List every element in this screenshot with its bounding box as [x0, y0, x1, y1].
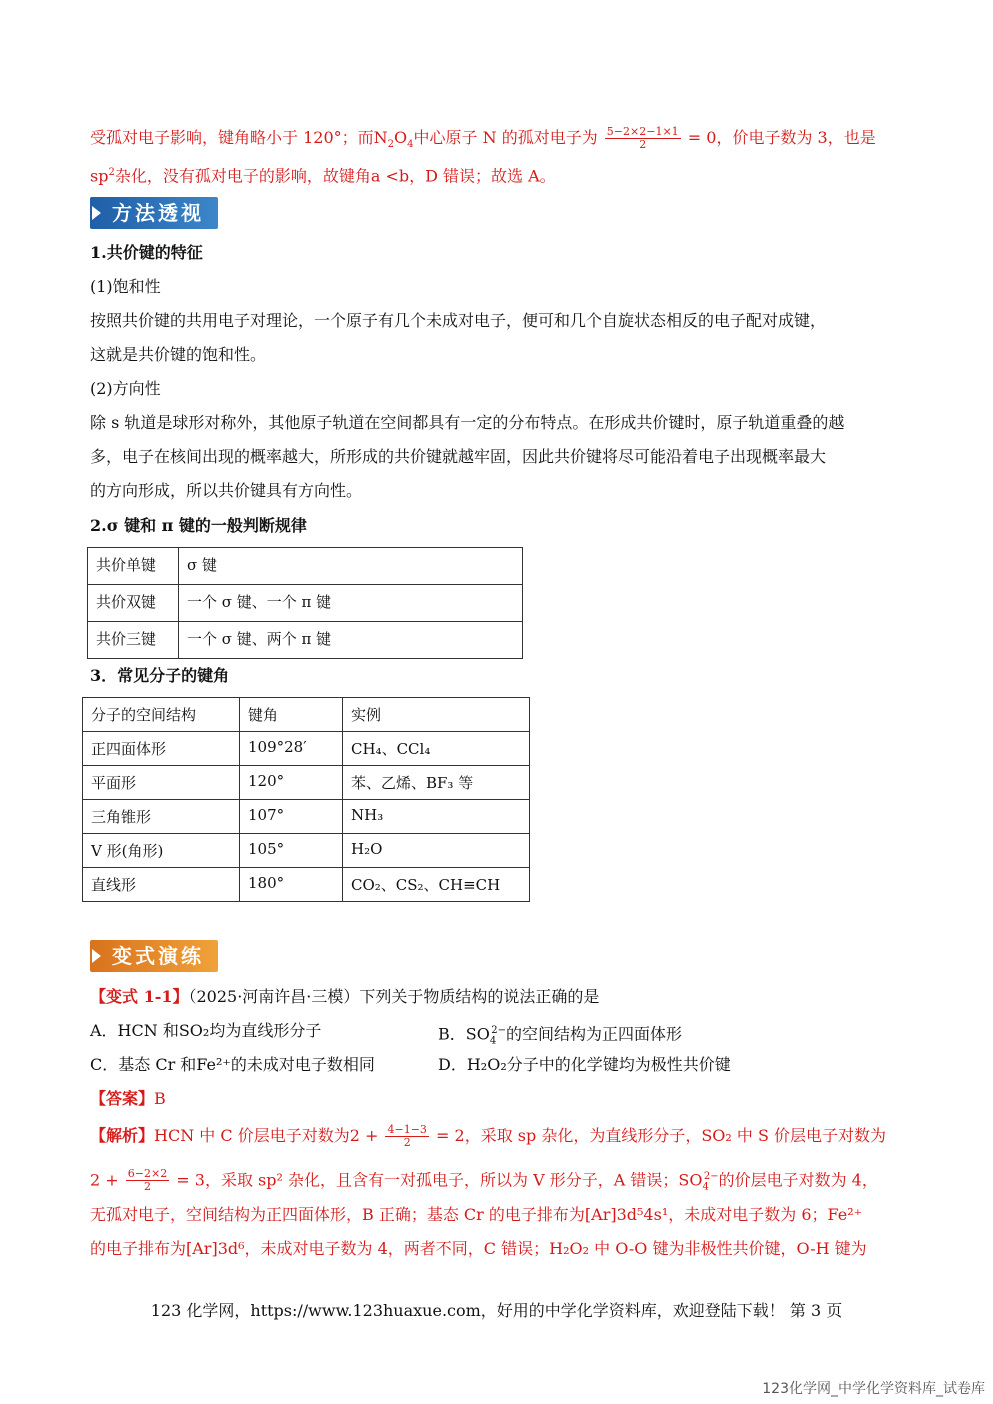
- analysis-text: 的价层电子对数为 4，: [718, 1170, 878, 1190]
- answer-tag: 【答案】: [90, 1089, 155, 1108]
- sec2-title: 2.σ 键和 π 键的一般判断规律: [90, 516, 307, 535]
- table-row: [83, 868, 530, 902]
- table-cell: NH₃: [343, 800, 530, 834]
- site-watermark: 123化学网_中学化学资料库_试卷库: [762, 1381, 985, 1397]
- table-cell: V 形(角形): [83, 834, 240, 868]
- table-cell: 180°: [240, 868, 343, 902]
- table-row: [88, 622, 523, 659]
- table-cell: 三角锥形: [83, 800, 240, 834]
- analysis-fraction-1: $\frac{4-1-3}{2}$: [387, 1123, 427, 1149]
- table-row: [83, 766, 530, 800]
- analysis-line-1: [90, 1124, 886, 1149]
- table-row: [83, 834, 530, 868]
- table-cell: 苯、乙烯、BF₃ 等: [343, 766, 530, 800]
- table-row: [88, 548, 523, 585]
- table-cell: 共价单键: [88, 548, 179, 585]
- option-b: B．$SO_4^{2-}$的空间结构为正四面体形: [438, 1024, 682, 1047]
- analysis-text: = 3，采取 sp² 杂化，且含有一对孤电子，所以为 V 形分子，A 错误；SO: [176, 1170, 703, 1190]
- option-a: A．HCN 和SO₂均为直线形分子: [90, 1021, 322, 1040]
- analysis-line-3: 无孤对电子，空间结构为正四面体形，B 正确；基态 Cr 的电子排布为[Ar]3d⁵4s¹，未成对电子数为 6；Fe²⁺: [90, 1205, 863, 1224]
- analysis-tag: 【解析】: [90, 1126, 155, 1145]
- table-cell: σ 键: [179, 548, 523, 585]
- table-cell: H₂O: [343, 834, 530, 868]
- intro-line-2: $sp^2$杂化，没有孤对电子的影响，故键角a <b，D 错误；故选 A。: [90, 166, 556, 186]
- bond-angle-table: [82, 697, 530, 902]
- option-c: C．基态 Cr 和Fe²⁺的未成对电子数相同: [90, 1055, 375, 1074]
- table-cell: 一个 σ 键、一个 π 键: [179, 585, 523, 622]
- question-tag: 【变式 1-1】: [90, 987, 189, 1006]
- table-row: [83, 698, 530, 732]
- table-cell: 120°: [240, 766, 343, 800]
- question-stem-line: [90, 986, 599, 1008]
- analysis-fraction-2: $\frac{6-2\times 2}{2}$: [127, 1167, 168, 1194]
- table-row: [83, 800, 530, 834]
- analysis-text: 2 +: [90, 1170, 119, 1190]
- table-header-cell: 分子的空间结构: [83, 698, 240, 732]
- table-cell: 直线形: [83, 868, 240, 902]
- analysis-line-2: 2 + $\frac{6-2\times 2}{2}$ = 3，采取 sp² 杂化，且含有一对孤电子，所以为 V 形分子，A 错误；$SO_4^{2-}$的价层电子对数为 4，: [90, 1167, 878, 1194]
- option-b-prefix: B．SO: [438, 1024, 490, 1044]
- question-stem: （2025·河南许昌·三模）下列关于物质结构的说法正确的是: [188, 987, 600, 1006]
- table-row: [88, 585, 523, 622]
- table-cell: 107°: [240, 800, 343, 834]
- intro-fraction: $\frac{5-2\times 2-1\times 1}{2}$: [606, 125, 679, 151]
- sec1-title: 1.共价键的特征: [90, 243, 203, 262]
- table-cell: 一个 σ 键、两个 π 键: [179, 622, 523, 659]
- intro-line-1: 受孤对电子影响，键角略小于 120°；而$N_2O_4$中心原子 N 的孤对电子为 $\frac{5-2\times 2-1\times 1}{2}$ = 0，价电子数为 3，也是: [90, 125, 876, 151]
- answer-value: B: [154, 1089, 166, 1108]
- analysis-text: = 2，采取 sp 杂化，为直线形分子，SO₂ 中 S 价层电子对数为: [436, 1126, 887, 1145]
- intro-text-a: 受孤对电子影响，键角略小于 120°；而N: [90, 128, 388, 147]
- analysis-text: HCN 中 C 价层电子对数为2 +: [154, 1126, 379, 1145]
- sec1-p1b: 这就是共价键的饱和性。: [90, 345, 267, 364]
- sec1-p2a: 除 s 轨道是球形对称外，其他原子轨道在空间都具有一定的分布特点。在形成共价键时，原子轨道重叠的越: [90, 413, 845, 432]
- section-banner-method: 方法透视: [90, 197, 218, 229]
- sec1-sub1: (1)饱和性: [90, 277, 161, 296]
- table-cell: 共价三键: [88, 622, 179, 659]
- intro-sp: sp: [90, 166, 109, 186]
- table-cell: 正四面体形: [83, 732, 240, 766]
- intro-text-e: 杂化，没有孤对电子的影响，故键角a <b，D 错误；故选 A。: [114, 166, 556, 186]
- sec1-sub2: (2)方向性: [90, 379, 161, 398]
- answer-line: [90, 1088, 166, 1110]
- page-footer: 123 化学网，https://www.123huaxue.com，好用的中学化学资料库，欢迎登陆下载！ 第 3 页: [150, 1301, 843, 1320]
- sec1-p2b: 多，电子在核间出现的概率越大，所形成的共价键就越牢固，因此共价键将尽可能沿着电子出现概率最大: [90, 447, 827, 466]
- bond-type-table: [87, 547, 523, 659]
- table-header-cell: 键角: [240, 698, 343, 732]
- analysis-line-4: 的电子排布为[Ar]3d⁶，未成对电子数为 4，两者不同，C 错误；H₂O₂ 中 O-O 键为非极性共价键，O-H 键为: [90, 1239, 867, 1258]
- intro-text-d: = 0，价电子数为 3，也是: [687, 128, 876, 147]
- table-cell: CH₄、CCl₄: [343, 732, 530, 766]
- intro-text-c: 中心原子 N 的孤对电子为: [413, 128, 598, 147]
- table-row: [83, 732, 530, 766]
- table-cell: 平面形: [83, 766, 240, 800]
- table-cell: CO₂、CS₂、CH≡CH: [343, 868, 530, 902]
- sec1-p1a: 按照共价键的共用电子对理论，一个原子有几个未成对电子，便可和几个自旋状态相反的电子配对成键，: [90, 311, 827, 330]
- table-header-cell: 实例: [343, 698, 530, 732]
- option-d: D．H₂O₂分子中的化学键均为极性共价键: [438, 1055, 731, 1074]
- intro-text-b: O: [394, 128, 408, 147]
- table-cell: 105°: [240, 834, 343, 868]
- section-banner-practice: 变式演练: [90, 940, 218, 972]
- sec1-p2c: 的方向形成，所以共价键具有方向性。: [90, 481, 363, 500]
- table-cell: 109°28′: [240, 732, 343, 766]
- sec3-title: 3．常见分子的键角: [90, 666, 230, 685]
- option-b-text: 的空间结构为正四面体形: [505, 1024, 682, 1044]
- table-cell: 共价双键: [88, 585, 179, 622]
